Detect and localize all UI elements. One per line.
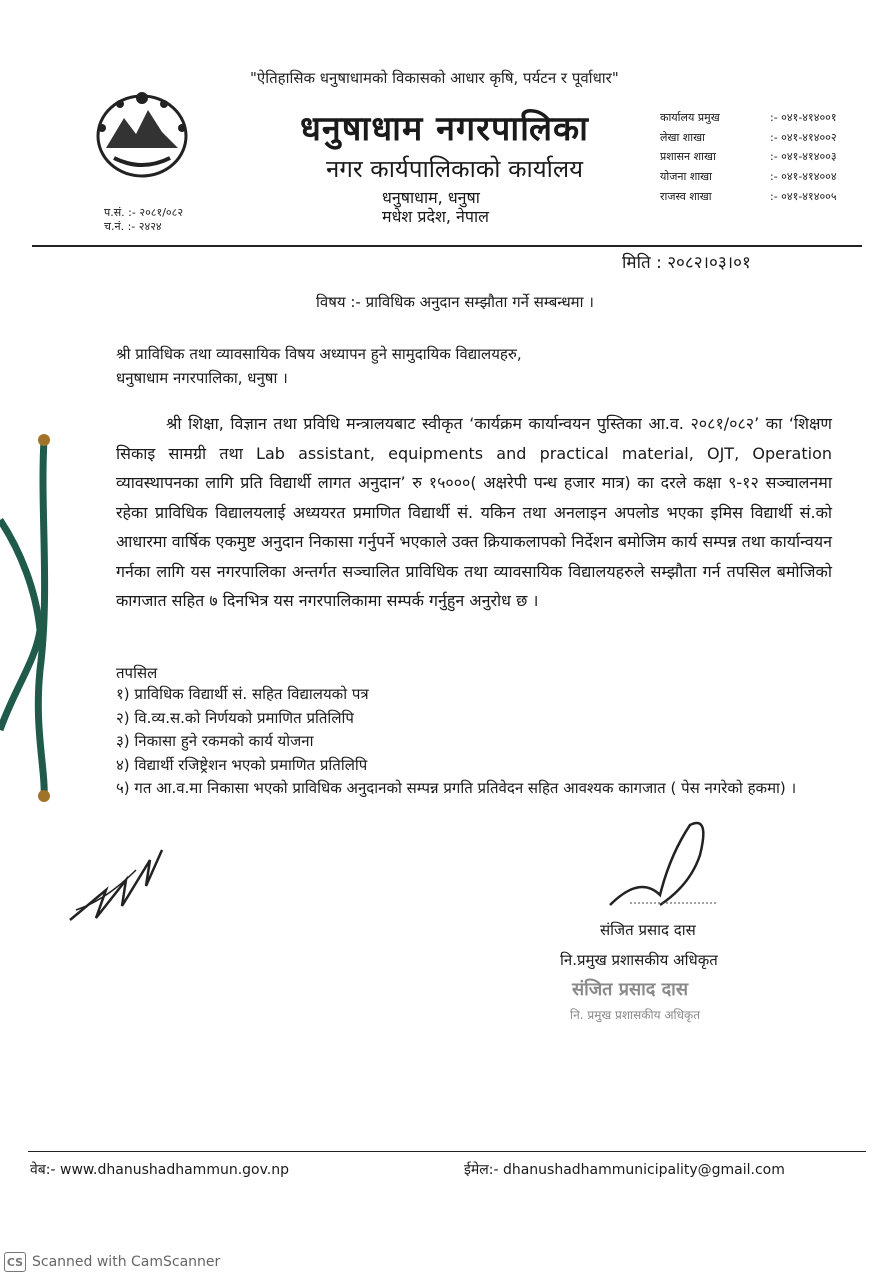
enclosure-title: तपसिल [116,664,158,682]
letter-date: मिति : २०८२।०३।०१ [622,253,751,273]
seal-name: संजित प्रसाद दास [572,979,688,1000]
contact-value: :- ०४१-४१४००५ [770,189,837,203]
binding-cord [0,430,60,810]
letter-body [116,409,832,616]
seal-title: नि. प्रमुख प्रशासकीय अधिकृत [570,1008,701,1022]
org-address [382,188,489,226]
contact-label: योजना शाखा [660,170,713,184]
recipient-line2: धनुषाधाम नगरपालिका, धनुषा । [116,369,288,387]
footer-website: वेब:- www.dhanushadhammun.gov.np [30,1162,290,1178]
motto: "ऐतिहासिक धनुषाधामको विकासको आधार कृषि, पर्यटन र पूर्वाधार" [250,69,619,87]
signature-icon [600,815,720,915]
contact-list [660,108,860,207]
contact-row [660,147,860,167]
list-item: २) वि.व्य.स.को निर्णयको प्रमाणित प्रतिलिपि [116,708,354,727]
list-item: ४) विद्यार्थी रजिष्ट्रेशन भएको प्रमाणित प्रतिलिपि [116,755,368,774]
contact-value: :- ०४१-४१४००४ [770,170,837,184]
header-divider [32,245,862,247]
address-line2: मधेश प्रदेश, नेपाल [382,207,489,226]
list-item: ३) निकासा हुने रकमको कार्य योजना [116,732,314,750]
contact-row [660,128,860,148]
enclosure-list [116,683,832,801]
reference-numbers [104,206,183,234]
contact-value: :- ०४१-४१४००२ [770,130,837,144]
contact-label: राजस्व शाखा [660,189,712,203]
list-item: १) प्राविधिक विद्यार्थी सं. सहित विद्यालयको पत्र [116,685,369,703]
contact-row [660,187,860,207]
scanner-badge [4,1252,220,1272]
letter-body-text: श्री शिक्षा, विज्ञान तथा प्रविधि मन्त्रालयबाट स्वीकृत ‘कार्यक्रम कार्यान्वयन पुस्तिका आ.व. २०८१/०८२’ का ‘शिक्षण सिकाइ सामग्री तथा Lab assistant, equipments and practical material, OJT, Operation व्यावस्थापनका लागि प्रति विद्यार्थी लागत अनुदान’ रु १५०००( अक्षरेपी पन्ध हजार मात्र) का दरले कक्षा ९-१२ सञ्चालनमा रहेका प्राविधिक विद्यालयलाई अध्ययरत प्रमाणित विद्यार्थी सं. यकिन तथा अनलाइन अपलोड भएका इमिस विद्यार्थी सं.को आधारमा वार्षिक एकमुष्ट अनुदान निकासा गर्नुपर्ने भएकाले उक्त क्रियाकलापको निर्देशन बमोजिम कार्य सम्पन्न तथा कार्यान्वयन गर्नका लागि यस नगरपालिका अन्तर्गत सञ्चालित प्राविधिक तथा व्यावसायिक विद्यालयहरुले सम्झौता गर्न तपसिल बमोजिको कागजात सहित ७ दिनभित्र यस नगरपालिकामा सम्पर्क गर्नुहुन अनुरोध छ । [116,414,832,610]
contact-value: :- ०४१-४१४००३ [770,150,837,164]
contact-label: लेखा शाखा [660,130,705,144]
list-item: ५) गत आ.व.मा निकासा भएको प्राविधिक अनुदानको सम्पन्न प्रगति प्रतिवेदन सहित आवश्यक कागजात ( पेस नगरेको हकमा) । [116,779,797,797]
recipient-line1: श्री प्राविधिक तथा व्यावसायिक विषय अध्यापन हुने सामुदायिक विद्यालयहरु, [116,345,522,363]
initial-signature-icon [66,840,166,930]
camscanner-logo-icon: CS [4,1252,26,1272]
contact-row [660,167,860,187]
contact-label: कार्यालय प्रमुख [660,111,720,124]
address-line1: धनुषाधाम, धनुषा [382,188,480,207]
ref-no: प.सं. :- २०८१/०८२ [104,206,184,219]
signer-name: संजित प्रसाद दास [600,921,696,939]
scanner-text: Scanned with CamScanner [32,1254,221,1270]
contact-value: :- ०४१-४१४००१ [770,111,837,124]
nepal-emblem-icon [92,88,192,183]
letter-subject: विषय :- प्राविधिक अनुदान सम्झौता गर्ने सम्बन्धमा । [316,293,594,311]
contact-row [660,108,860,128]
contact-label: प्रशासन शाखा [660,150,716,164]
org-office: नगर कार्यपालिकाको कार्यालय [326,155,584,183]
dispatch-no: च.नं. :- २४२४ [104,220,162,233]
footer-email: ईमेल:- dhanushadhammunicipality@gmail.com [464,1162,785,1178]
org-name: धनुषाधाम नगरपालिका [300,109,589,149]
footer-divider [28,1151,866,1152]
recipient [116,342,522,390]
signer-title: नि.प्रमुख प्रशासकीय अधिकृत [560,951,718,969]
